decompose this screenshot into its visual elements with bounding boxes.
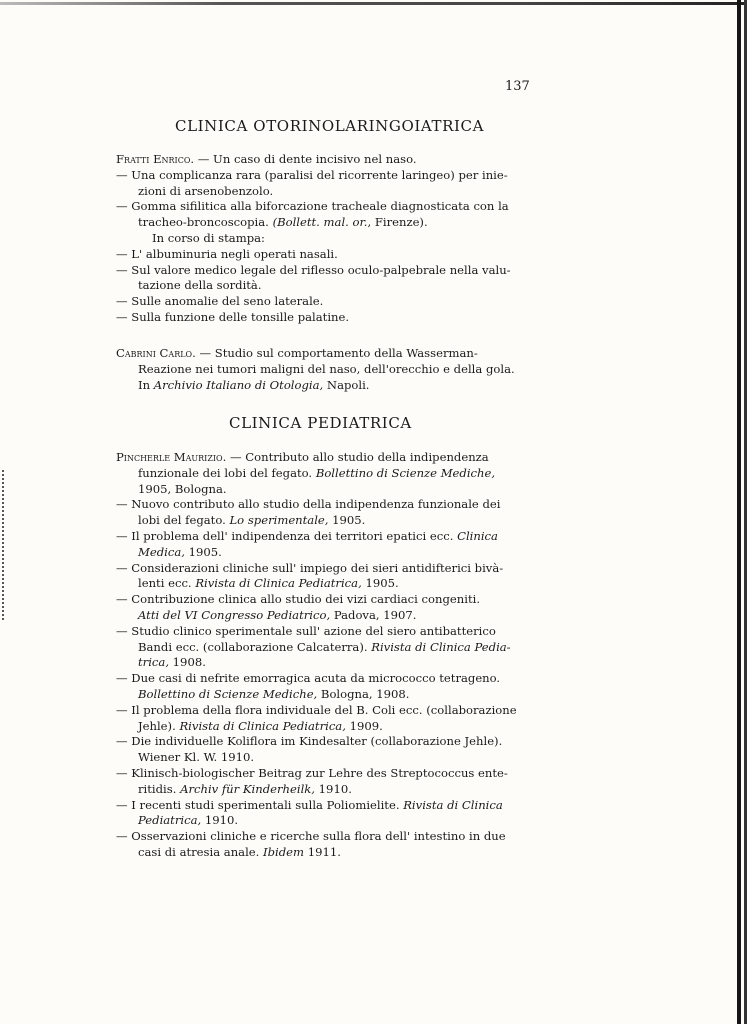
text-span: — Sulla funzione delle tonsille palatine.: [116, 309, 350, 324]
text-line: [116, 734, 540, 750]
text-line: [116, 529, 540, 545]
text-line: [116, 152, 540, 168]
text-span: Napoli.: [323, 377, 370, 392]
text-span: Padova, 1907.: [330, 607, 417, 622]
italic-citation: Medica,: [138, 544, 185, 559]
text-span: ritidis.: [138, 781, 181, 796]
text-span: 1908.: [169, 655, 206, 670]
italic-citation: Atti del VI Congresso Pediatrico,: [138, 607, 331, 622]
entry-cabrini: [116, 346, 540, 393]
author-name: Pincherle Maurizio.: [116, 450, 227, 464]
italic-citation: trica,: [138, 655, 169, 670]
italic-citation: Clinica: [457, 528, 498, 543]
text-line: [116, 640, 540, 656]
italic-citation: Rivista di Clinica: [403, 797, 503, 812]
italic-citation: (Bollett. mal. or.: [272, 215, 368, 230]
entry-pincherle: [116, 450, 540, 861]
text-span: 1905, Bologna.: [138, 481, 227, 496]
text-span: — Sulle anomalie del seno laterale.: [116, 294, 324, 309]
text-span: — Una complicanza rara (paralisi del ricorrente laringeo) per inie-: [116, 167, 508, 182]
text-span: Bandi ecc. (collaborazione Calcaterra).: [138, 639, 372, 654]
text-line: [116, 813, 540, 829]
page-edge-shadow: [737, 0, 741, 1024]
text-line: [116, 346, 540, 362]
text-span: 1905.: [361, 576, 399, 591]
text-line: [116, 782, 540, 798]
text-line: [116, 798, 540, 814]
text-span: , Firenze).: [367, 215, 428, 230]
entry-fratti: [116, 152, 540, 326]
text-span: Wiener Kl. W. 1910.: [138, 750, 255, 765]
text-span: — L' albuminuria negli operati nasali.: [116, 246, 338, 261]
text-span: — Il problema della flora individuale del B. Coli ecc. (collaborazione: [116, 702, 517, 717]
text-line: [116, 592, 540, 608]
text-span: lenti ecc.: [138, 576, 196, 591]
text-span: lobi del fegato.: [138, 513, 230, 528]
text-line: [116, 545, 540, 561]
text-span: — Contribuzione clinica allo studio dei vizi cardiaci congeniti.: [116, 592, 481, 607]
italic-citation: Bollettino di Scienze Mediche,: [138, 686, 318, 701]
text-span: casi di atresia anale.: [138, 844, 264, 859]
text-line: [116, 310, 540, 326]
text-line: [116, 168, 540, 184]
text-line: [116, 829, 540, 845]
text-span: Reazione nei tumori maligni del naso, dell'orecchio e della gola.: [138, 361, 515, 376]
text-span: — Klinisch-biologischer Beitrag zur Lehre des Streptococcus ente-: [116, 765, 508, 780]
text-line: [116, 466, 540, 482]
text-line: [116, 263, 540, 279]
italic-citation: Rivista di Clinica Pedia-: [371, 639, 511, 654]
text-line: [116, 231, 540, 247]
text-line: [116, 750, 540, 766]
text-span: — I recenti studi sperimentali sulla Poliomielite.: [116, 797, 404, 812]
italic-citation: Pediatrica,: [138, 813, 202, 828]
italic-citation: Archiv für Kinderheilk,: [180, 781, 315, 796]
text-line: [116, 482, 540, 498]
text-line: [116, 687, 540, 703]
text-span: In: [138, 377, 154, 392]
text-span: Bologna, 1908.: [317, 686, 410, 701]
text-span: — Contributo allo studio della indipendenza: [229, 450, 489, 464]
text-span: — Sul valore medico legale del riflesso oculo-palpebrale nella valu-: [116, 262, 511, 277]
margin-marks: [2, 470, 10, 620]
text-line: [116, 278, 540, 294]
text-line: [116, 215, 540, 231]
text-span: tracheo-broncoscopia.: [138, 215, 273, 230]
text-span: 1911.: [304, 844, 341, 859]
italic-citation: Bollettino di Scienze Mediche,: [315, 465, 496, 480]
text-line: [116, 513, 540, 529]
italic-citation: Ibidem: [263, 844, 305, 859]
text-span: — Il problema dell' indipendenza dei territori epatici ecc.: [116, 528, 458, 543]
text-line: [116, 671, 540, 687]
text-span: funzionale dei lobi del fegato.: [138, 465, 316, 480]
italic-citation: Archivio Italiano di Otologia,: [153, 377, 324, 392]
text-span: — Considerazioni cliniche sull' impiego dei sieri antidifterici bivà-: [116, 560, 504, 575]
text-span: — Due casi di nefrite emorragica acuta da micrococco tetrageno.: [116, 671, 501, 686]
text-span: tazione della sordità.: [138, 278, 262, 293]
italic-citation: Rivista di Clinica Pediatrica,: [195, 576, 362, 591]
author-name: Cabrini Carlo.: [116, 346, 196, 360]
text-span: — Nuovo contributo allo studio della indipendenza funzionale dei: [116, 497, 501, 512]
text-span: — Gomma sifilitica alla biforcazione tracheale diagnosticata con la: [116, 199, 509, 214]
text-span: 1905.: [184, 544, 222, 559]
text-span: Jehle).: [138, 718, 180, 733]
text-line: [116, 450, 540, 466]
text-line: [116, 378, 540, 394]
text-span: In corso di stampa:: [152, 230, 265, 245]
section-title-pediatrica: CLINICA PEDIATRICA: [229, 414, 412, 432]
page-number: 137: [505, 79, 530, 94]
text-span: — Studio clinico sperimentale sull' azione del siero antibatterico: [116, 623, 496, 638]
text-span: — Osservazioni cliniche e ricerche sulla flora dell' intestino in due: [116, 829, 506, 844]
text-span: zioni di arsenobenzolo.: [138, 183, 274, 198]
text-span: — Die individuelle Koliflora im Kindesalter (collaborazione Jehle).: [116, 734, 503, 749]
text-line: [116, 703, 540, 719]
text-line: [116, 362, 540, 378]
text-line: [116, 608, 540, 624]
text-span: 1909.: [345, 718, 383, 733]
text-line: [116, 845, 540, 861]
text-span: 1910.: [201, 813, 239, 828]
section-title-otorinolaringoiatrica: CLINICA OTORINOLARINGOIATRICA: [175, 117, 485, 135]
text-span: — Un caso di dente incisivo nel naso.: [197, 152, 417, 166]
italic-citation: Rivista di Clinica Pediatrica,: [179, 718, 346, 733]
text-line: [116, 294, 540, 310]
text-line: [116, 561, 540, 577]
text-line: [116, 624, 540, 640]
text-line: [116, 766, 540, 782]
text-line: [116, 719, 540, 735]
text-line: [116, 497, 540, 513]
text-span: — Studio sul comportamento della Wasserman-: [199, 346, 478, 360]
text-line: [116, 655, 540, 671]
author-name: Fratti Enrico.: [116, 152, 195, 166]
text-span: 1905.: [328, 513, 366, 528]
italic-citation: Lo sperimentale,: [229, 513, 329, 528]
text-span: 1910.: [315, 781, 352, 796]
text-line: [116, 184, 540, 200]
text-line: [116, 199, 540, 215]
text-line: [116, 247, 540, 263]
top-edge-rule: [0, 2, 747, 5]
text-line: [116, 576, 540, 592]
